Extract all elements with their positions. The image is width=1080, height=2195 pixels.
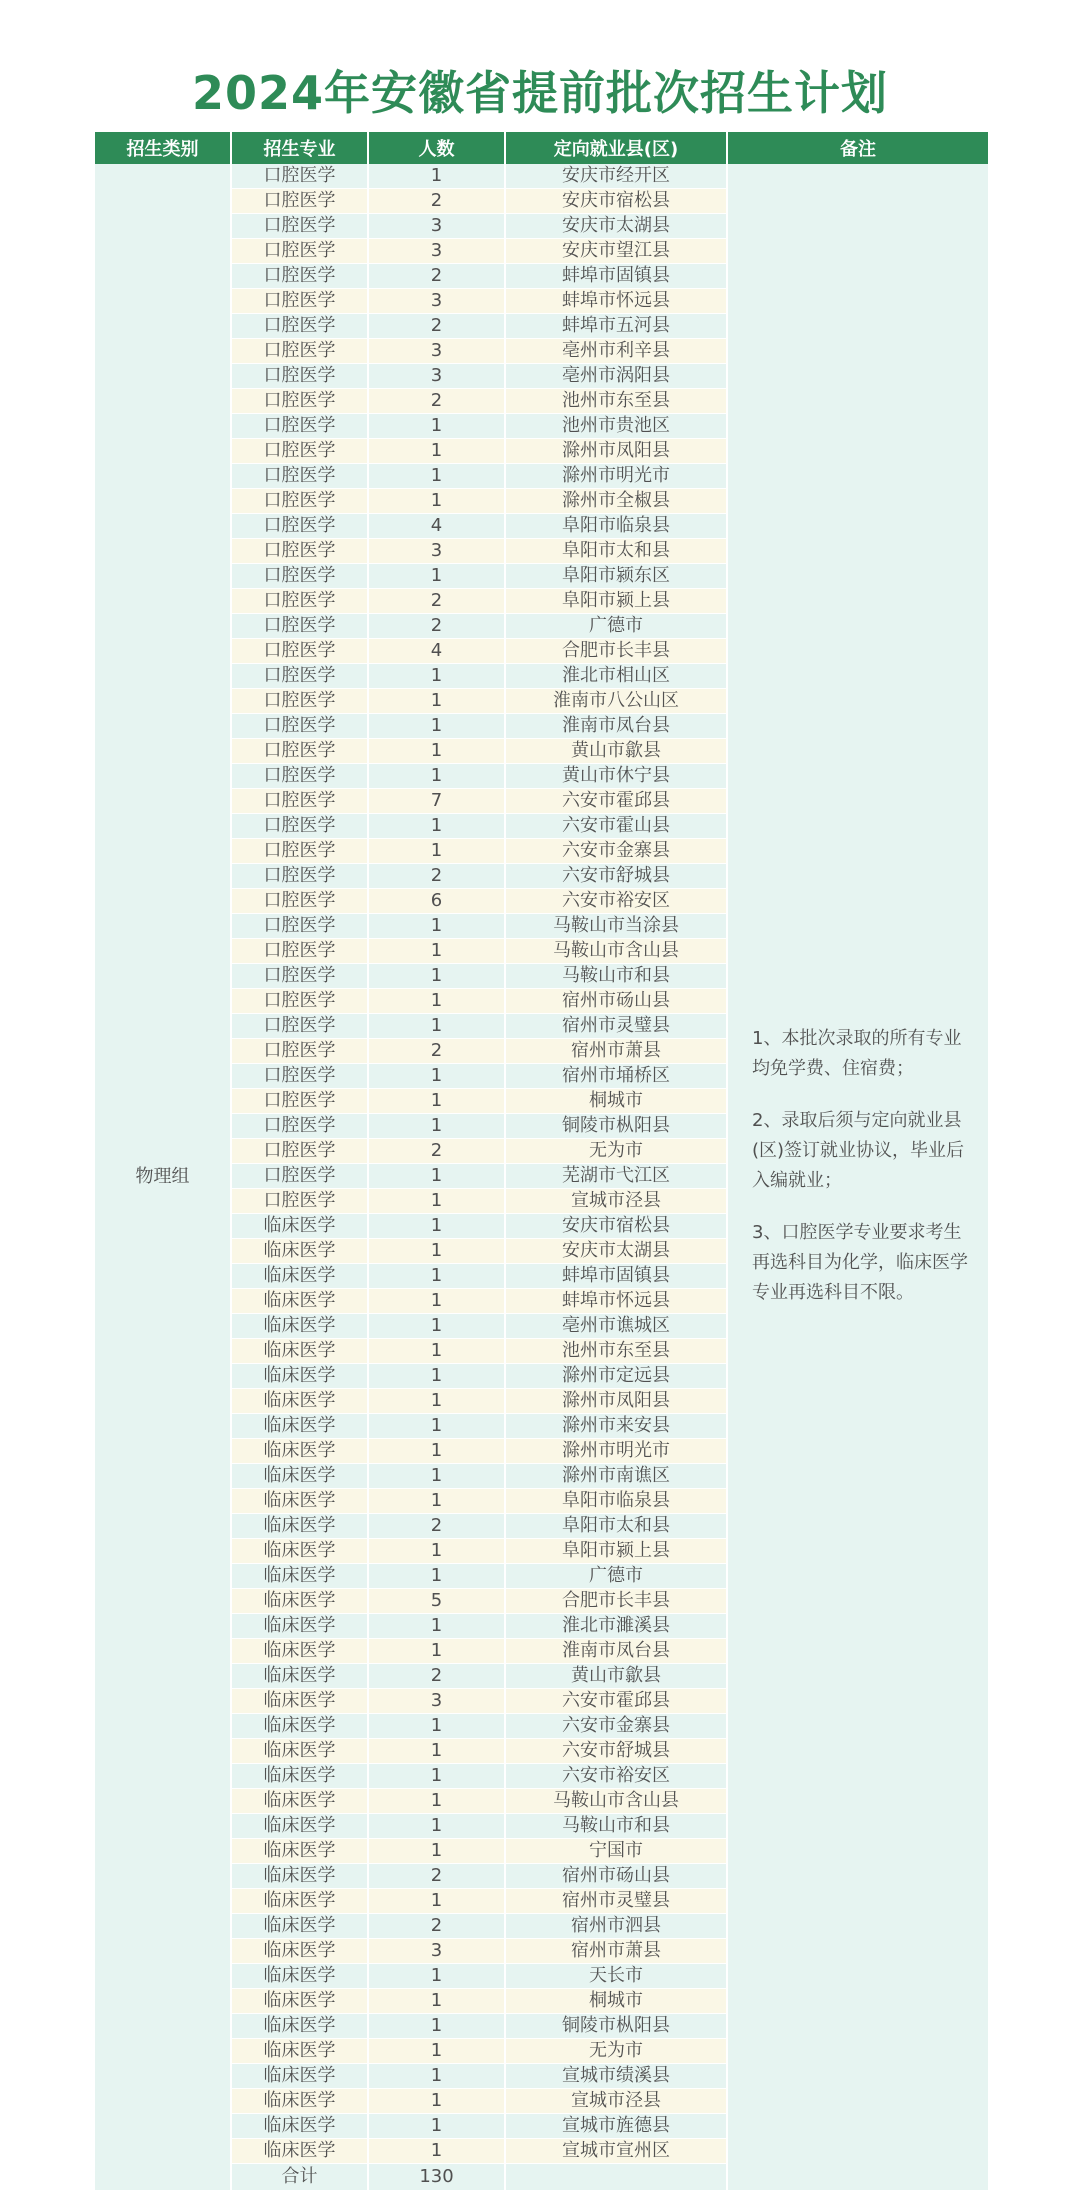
count-cell: 3 bbox=[368, 214, 505, 239]
count-cell: 1 bbox=[368, 1464, 505, 1489]
count-cell: 1 bbox=[368, 1839, 505, 1864]
count-cell: 3 bbox=[368, 289, 505, 314]
major-cell: 口腔医学 bbox=[231, 739, 368, 764]
county-cell: 宣城市宣州区 bbox=[505, 2139, 727, 2164]
count-cell: 1 bbox=[368, 1439, 505, 1464]
table-header bbox=[94, 132, 989, 164]
major-cell: 口腔医学 bbox=[231, 164, 368, 189]
major-cell: 临床医学 bbox=[231, 1739, 368, 1764]
count-cell: 2 bbox=[368, 589, 505, 614]
major-cell: 临床医学 bbox=[231, 1439, 368, 1464]
major-cell: 口腔医学 bbox=[231, 414, 368, 439]
county-cell: 阜阳市临泉县 bbox=[505, 514, 727, 539]
count-cell: 1 bbox=[368, 464, 505, 489]
major-cell: 临床医学 bbox=[231, 1589, 368, 1614]
header-category: 招生类别 bbox=[94, 132, 231, 164]
county-cell: 黄山市歙县 bbox=[505, 1664, 727, 1689]
count-cell: 1 bbox=[368, 714, 505, 739]
major-cell: 口腔医学 bbox=[231, 314, 368, 339]
major-cell: 口腔医学 bbox=[231, 889, 368, 914]
count-cell: 1 bbox=[368, 989, 505, 1014]
count-cell: 1 bbox=[368, 939, 505, 964]
county-cell: 阜阳市太和县 bbox=[505, 539, 727, 564]
major-cell: 临床医学 bbox=[231, 2114, 368, 2139]
major-cell: 口腔医学 bbox=[231, 1039, 368, 1064]
county-cell: 广德市 bbox=[505, 614, 727, 639]
county-cell: 铜陵市枞阳县 bbox=[505, 2014, 727, 2039]
count-cell: 1 bbox=[368, 1114, 505, 1139]
county-cell: 蚌埠市怀远县 bbox=[505, 1289, 727, 1314]
county-cell: 宣城市泾县 bbox=[505, 2089, 727, 2114]
major-cell: 口腔医学 bbox=[231, 689, 368, 714]
county-cell: 宿州市砀山县 bbox=[505, 989, 727, 1014]
total-empty bbox=[505, 2164, 727, 2191]
count-cell: 1 bbox=[368, 1764, 505, 1789]
major-cell: 临床医学 bbox=[231, 1539, 368, 1564]
major-cell: 口腔医学 bbox=[231, 989, 368, 1014]
count-cell: 3 bbox=[368, 239, 505, 264]
count-cell: 3 bbox=[368, 1939, 505, 1964]
count-cell: 1 bbox=[368, 489, 505, 514]
county-cell: 安庆市宿松县 bbox=[505, 1214, 727, 1239]
county-cell: 六安市裕安区 bbox=[505, 1764, 727, 1789]
county-cell: 安庆市宿松县 bbox=[505, 189, 727, 214]
county-cell: 蚌埠市怀远县 bbox=[505, 289, 727, 314]
table-row bbox=[94, 164, 989, 189]
count-cell: 3 bbox=[368, 1689, 505, 1714]
county-cell: 淮北市濉溪县 bbox=[505, 1614, 727, 1639]
note-item: 1、本批次录取的所有专业均免学费、住宿费； bbox=[752, 1028, 962, 1079]
header-county: 定向就业县(区) bbox=[505, 132, 727, 164]
county-cell: 滁州市来安县 bbox=[505, 1414, 727, 1439]
county-cell: 亳州市谯城区 bbox=[505, 1314, 727, 1339]
count-cell: 2 bbox=[368, 1864, 505, 1889]
county-cell: 安庆市望江县 bbox=[505, 239, 727, 264]
county-cell: 六安市霍邱县 bbox=[505, 1689, 727, 1714]
count-cell: 1 bbox=[368, 564, 505, 589]
major-cell: 口腔医学 bbox=[231, 864, 368, 889]
major-cell: 口腔医学 bbox=[231, 264, 368, 289]
county-cell: 滁州市全椒县 bbox=[505, 489, 727, 514]
major-cell: 口腔医学 bbox=[231, 339, 368, 364]
county-cell: 池州市贵池区 bbox=[505, 414, 727, 439]
major-cell: 临床医学 bbox=[231, 1464, 368, 1489]
major-cell: 口腔医学 bbox=[231, 289, 368, 314]
count-cell: 1 bbox=[368, 739, 505, 764]
major-cell: 口腔医学 bbox=[231, 664, 368, 689]
major-cell: 临床医学 bbox=[231, 1514, 368, 1539]
major-cell: 临床医学 bbox=[231, 1364, 368, 1389]
count-cell: 3 bbox=[368, 339, 505, 364]
major-cell: 临床医学 bbox=[231, 1714, 368, 1739]
page-title: 2024年安徽省提前批次招生计划 bbox=[191, 66, 889, 120]
major-cell: 口腔医学 bbox=[231, 714, 368, 739]
county-cell: 合肥市长丰县 bbox=[505, 1589, 727, 1614]
county-cell: 马鞍山市当涂县 bbox=[505, 914, 727, 939]
county-cell: 马鞍山市和县 bbox=[505, 964, 727, 989]
count-cell: 2 bbox=[368, 264, 505, 289]
count-cell: 2 bbox=[368, 1664, 505, 1689]
count-cell: 1 bbox=[368, 1339, 505, 1364]
major-cell: 临床医学 bbox=[231, 2139, 368, 2164]
county-cell: 宿州市泗县 bbox=[505, 1914, 727, 1939]
count-cell: 1 bbox=[368, 689, 505, 714]
county-cell: 无为市 bbox=[505, 2039, 727, 2064]
major-cell: 临床医学 bbox=[231, 2014, 368, 2039]
category-cell: 物理组 bbox=[94, 164, 231, 2191]
major-cell: 口腔医学 bbox=[231, 214, 368, 239]
major-cell: 临床医学 bbox=[231, 1989, 368, 2014]
county-cell: 六安市金寨县 bbox=[505, 1714, 727, 1739]
note-item: 3、口腔医学专业要求考生再选科目为化学，临床医学专业再选科目不限。 bbox=[752, 1222, 968, 1303]
count-cell: 1 bbox=[368, 1364, 505, 1389]
county-cell: 安庆市经开区 bbox=[505, 164, 727, 189]
major-cell: 口腔医学 bbox=[231, 489, 368, 514]
major-cell: 临床医学 bbox=[231, 1414, 368, 1439]
count-cell: 2 bbox=[368, 864, 505, 889]
count-cell: 1 bbox=[368, 964, 505, 989]
major-cell: 口腔医学 bbox=[231, 764, 368, 789]
count-cell: 1 bbox=[368, 164, 505, 189]
major-cell: 口腔医学 bbox=[231, 1064, 368, 1089]
county-cell: 滁州市明光市 bbox=[505, 1439, 727, 1464]
major-cell: 临床医学 bbox=[231, 1614, 368, 1639]
county-cell: 六安市舒城县 bbox=[505, 1739, 727, 1764]
count-cell: 1 bbox=[368, 1889, 505, 1914]
county-cell: 宿州市砀山县 bbox=[505, 1864, 727, 1889]
county-cell: 六安市舒城县 bbox=[505, 864, 727, 889]
major-cell: 临床医学 bbox=[231, 1914, 368, 1939]
county-cell: 黄山市歙县 bbox=[505, 739, 727, 764]
county-cell: 无为市 bbox=[505, 1139, 727, 1164]
count-cell: 1 bbox=[368, 414, 505, 439]
major-cell: 临床医学 bbox=[231, 1264, 368, 1289]
count-cell: 1 bbox=[368, 2114, 505, 2139]
major-cell: 口腔医学 bbox=[231, 789, 368, 814]
county-cell: 宿州市灵璧县 bbox=[505, 1014, 727, 1039]
county-cell: 六安市金寨县 bbox=[505, 839, 727, 864]
header-major: 招生专业 bbox=[231, 132, 368, 164]
major-cell: 口腔医学 bbox=[231, 1164, 368, 1189]
total-count: 130 bbox=[368, 2164, 505, 2191]
count-cell: 1 bbox=[368, 1714, 505, 1739]
county-cell: 宿州市萧县 bbox=[505, 1939, 727, 1964]
major-cell: 口腔医学 bbox=[231, 839, 368, 864]
county-cell: 六安市裕安区 bbox=[505, 889, 727, 914]
count-cell: 1 bbox=[368, 1964, 505, 1989]
county-cell: 芜湖市弋江区 bbox=[505, 1164, 727, 1189]
major-cell: 口腔医学 bbox=[231, 439, 368, 464]
county-cell: 阜阳市临泉县 bbox=[505, 1489, 727, 1514]
county-cell: 亳州市利辛县 bbox=[505, 339, 727, 364]
county-cell: 桐城市 bbox=[505, 1989, 727, 2014]
major-cell: 口腔医学 bbox=[231, 964, 368, 989]
major-cell: 口腔医学 bbox=[231, 914, 368, 939]
note-item: 2、录取后须与定向就业县(区)签订就业协议，毕业后入编就业； bbox=[752, 1110, 965, 1191]
count-cell: 4 bbox=[368, 639, 505, 664]
count-cell: 1 bbox=[368, 1164, 505, 1189]
count-cell: 1 bbox=[368, 1189, 505, 1214]
county-cell: 宣城市泾县 bbox=[505, 1189, 727, 1214]
county-cell: 六安市霍山县 bbox=[505, 814, 727, 839]
major-cell: 临床医学 bbox=[231, 1489, 368, 1514]
count-cell: 2 bbox=[368, 189, 505, 214]
major-cell: 临床医学 bbox=[231, 2039, 368, 2064]
count-cell: 1 bbox=[368, 1239, 505, 1264]
county-cell: 蚌埠市固镇县 bbox=[505, 1264, 727, 1289]
county-cell: 广德市 bbox=[505, 1564, 727, 1589]
county-cell: 宣城市旌德县 bbox=[505, 2114, 727, 2139]
count-cell: 1 bbox=[368, 1389, 505, 1414]
count-cell: 1 bbox=[368, 764, 505, 789]
major-cell: 临床医学 bbox=[231, 1314, 368, 1339]
county-cell: 桐城市 bbox=[505, 1089, 727, 1114]
county-cell: 淮南市八公山区 bbox=[505, 689, 727, 714]
county-cell: 滁州市明光市 bbox=[505, 464, 727, 489]
major-cell: 口腔医学 bbox=[231, 1189, 368, 1214]
county-cell: 淮南市凤台县 bbox=[505, 1639, 727, 1664]
major-cell: 临床医学 bbox=[231, 1339, 368, 1364]
count-cell: 1 bbox=[368, 1414, 505, 1439]
major-cell: 临床医学 bbox=[231, 1889, 368, 1914]
major-cell: 临床医学 bbox=[231, 1239, 368, 1264]
count-cell: 1 bbox=[368, 1314, 505, 1339]
count-cell: 2 bbox=[368, 1139, 505, 1164]
major-cell: 口腔医学 bbox=[231, 589, 368, 614]
count-cell: 1 bbox=[368, 439, 505, 464]
county-cell: 淮南市凤台县 bbox=[505, 714, 727, 739]
count-cell: 7 bbox=[368, 789, 505, 814]
county-cell: 蚌埠市五河县 bbox=[505, 314, 727, 339]
count-cell: 1 bbox=[368, 2064, 505, 2089]
county-cell: 铜陵市枞阳县 bbox=[505, 1114, 727, 1139]
count-cell: 2 bbox=[368, 1514, 505, 1539]
county-cell: 安庆市太湖县 bbox=[505, 214, 727, 239]
header-count: 人数 bbox=[368, 132, 505, 164]
major-cell: 口腔医学 bbox=[231, 814, 368, 839]
major-cell: 口腔医学 bbox=[231, 364, 368, 389]
count-cell: 1 bbox=[368, 2089, 505, 2114]
county-cell: 宿州市埇桥区 bbox=[505, 1064, 727, 1089]
county-cell: 宁国市 bbox=[505, 1839, 727, 1864]
major-cell: 临床医学 bbox=[231, 1564, 368, 1589]
major-cell: 临床医学 bbox=[231, 1939, 368, 1964]
major-cell: 临床医学 bbox=[231, 1764, 368, 1789]
count-cell: 1 bbox=[368, 1564, 505, 1589]
count-cell: 1 bbox=[368, 1264, 505, 1289]
major-cell: 口腔医学 bbox=[231, 614, 368, 639]
major-cell: 口腔医学 bbox=[231, 464, 368, 489]
count-cell: 1 bbox=[368, 2014, 505, 2039]
count-cell: 1 bbox=[368, 2039, 505, 2064]
count-cell: 1 bbox=[368, 1989, 505, 2014]
notes-cell bbox=[727, 164, 989, 2191]
count-cell: 1 bbox=[368, 914, 505, 939]
count-cell: 2 bbox=[368, 1039, 505, 1064]
major-cell: 口腔医学 bbox=[231, 539, 368, 564]
major-cell: 临床医学 bbox=[231, 1639, 368, 1664]
count-cell: 1 bbox=[368, 1014, 505, 1039]
count-cell: 2 bbox=[368, 389, 505, 414]
major-cell: 口腔医学 bbox=[231, 639, 368, 664]
count-cell: 1 bbox=[368, 839, 505, 864]
count-cell: 1 bbox=[368, 1489, 505, 1514]
major-cell: 临床医学 bbox=[231, 1389, 368, 1414]
count-cell: 1 bbox=[368, 1089, 505, 1114]
major-cell: 临床医学 bbox=[231, 1839, 368, 1864]
count-cell: 2 bbox=[368, 314, 505, 339]
major-cell: 临床医学 bbox=[231, 1964, 368, 1989]
header-notes: 备注 bbox=[727, 132, 989, 164]
county-cell: 蚌埠市固镇县 bbox=[505, 264, 727, 289]
county-cell: 阜阳市颍东区 bbox=[505, 564, 727, 589]
count-cell: 1 bbox=[368, 1289, 505, 1314]
major-cell: 临床医学 bbox=[231, 1689, 368, 1714]
county-cell: 池州市东至县 bbox=[505, 389, 727, 414]
county-cell: 六安市霍邱县 bbox=[505, 789, 727, 814]
major-cell: 口腔医学 bbox=[231, 564, 368, 589]
count-cell: 1 bbox=[368, 664, 505, 689]
major-cell: 口腔医学 bbox=[231, 389, 368, 414]
county-cell: 宣城市绩溪县 bbox=[505, 2064, 727, 2089]
count-cell: 1 bbox=[368, 1064, 505, 1089]
count-cell: 1 bbox=[368, 1739, 505, 1764]
major-cell: 临床医学 bbox=[231, 1214, 368, 1239]
major-cell: 临床医学 bbox=[231, 1789, 368, 1814]
count-cell: 1 bbox=[368, 1789, 505, 1814]
county-cell: 宿州市灵璧县 bbox=[505, 1889, 727, 1914]
county-cell: 阜阳市太和县 bbox=[505, 1514, 727, 1539]
county-cell: 黄山市休宁县 bbox=[505, 764, 727, 789]
major-cell: 口腔医学 bbox=[231, 1114, 368, 1139]
county-cell: 宿州市萧县 bbox=[505, 1039, 727, 1064]
major-cell: 临床医学 bbox=[231, 2064, 368, 2089]
major-cell: 口腔医学 bbox=[231, 1014, 368, 1039]
count-cell: 1 bbox=[368, 1614, 505, 1639]
county-cell: 安庆市太湖县 bbox=[505, 1239, 727, 1264]
major-cell: 口腔医学 bbox=[231, 1089, 368, 1114]
count-cell: 1 bbox=[368, 1814, 505, 1839]
count-cell: 1 bbox=[368, 2139, 505, 2164]
major-cell: 口腔医学 bbox=[231, 189, 368, 214]
count-cell: 3 bbox=[368, 364, 505, 389]
county-cell: 池州市东至县 bbox=[505, 1339, 727, 1364]
count-cell: 1 bbox=[368, 1214, 505, 1239]
major-cell: 口腔医学 bbox=[231, 514, 368, 539]
total-label: 合计 bbox=[231, 2164, 368, 2191]
county-cell: 滁州市定远县 bbox=[505, 1364, 727, 1389]
county-cell: 马鞍山市含山县 bbox=[505, 1789, 727, 1814]
county-cell: 亳州市涡阳县 bbox=[505, 364, 727, 389]
major-cell: 临床医学 bbox=[231, 1664, 368, 1689]
county-cell: 马鞍山市和县 bbox=[505, 1814, 727, 1839]
count-cell: 1 bbox=[368, 1639, 505, 1664]
county-cell: 马鞍山市含山县 bbox=[505, 939, 727, 964]
count-cell: 5 bbox=[368, 1589, 505, 1614]
count-cell: 2 bbox=[368, 614, 505, 639]
major-cell: 口腔医学 bbox=[231, 239, 368, 264]
count-cell: 2 bbox=[368, 1914, 505, 1939]
major-cell: 临床医学 bbox=[231, 2089, 368, 2114]
count-cell: 6 bbox=[368, 889, 505, 914]
county-cell: 淮北市相山区 bbox=[505, 664, 727, 689]
county-cell: 阜阳市颍上县 bbox=[505, 1539, 727, 1564]
count-cell: 3 bbox=[368, 539, 505, 564]
county-cell: 天长市 bbox=[505, 1964, 727, 1989]
table-body bbox=[94, 164, 989, 2191]
count-cell: 1 bbox=[368, 1539, 505, 1564]
county-cell: 滁州市凤阳县 bbox=[505, 1389, 727, 1414]
major-cell: 临床医学 bbox=[231, 1814, 368, 1839]
county-cell: 阜阳市颍上县 bbox=[505, 589, 727, 614]
major-cell: 临床医学 bbox=[231, 1864, 368, 1889]
major-cell: 口腔医学 bbox=[231, 1139, 368, 1164]
county-cell: 合肥市长丰县 bbox=[505, 639, 727, 664]
major-cell: 临床医学 bbox=[231, 1289, 368, 1314]
county-cell: 滁州市南谯区 bbox=[505, 1464, 727, 1489]
major-cell: 口腔医学 bbox=[231, 939, 368, 964]
county-cell: 滁州市凤阳县 bbox=[505, 439, 727, 464]
count-cell: 4 bbox=[368, 514, 505, 539]
enrollment-table bbox=[93, 132, 990, 2191]
count-cell: 1 bbox=[368, 814, 505, 839]
